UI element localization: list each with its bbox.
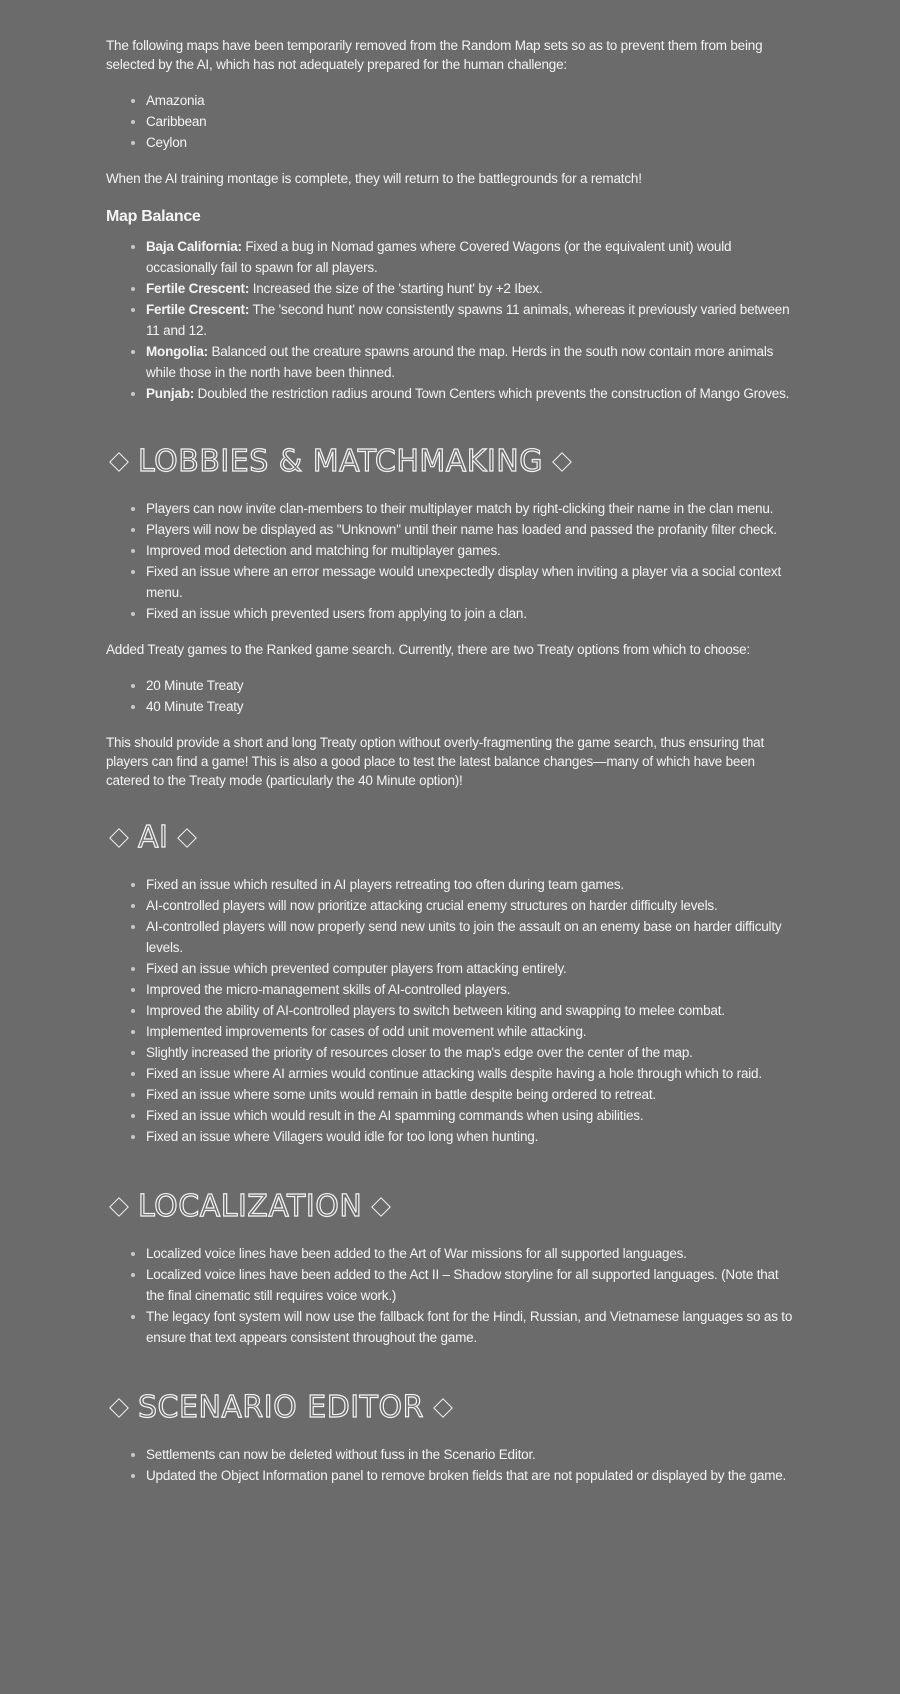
- list-item: • Slightly increased the priority of resources closer to the map's edge over the center of the map.: [146, 1042, 796, 1063]
- list-item: • Settlements can now be deleted without fuss in the Scenario Editor.: [146, 1444, 796, 1465]
- diamond-icon: [177, 828, 197, 848]
- treaty-options-list: [106, 675, 796, 717]
- section-title: LOCALIZATION: [138, 1189, 363, 1224]
- list-item: [146, 236, 796, 278]
- list-item: • Fixed an issue where some units would remain in battle despite being ordered to retreat.: [146, 1084, 796, 1105]
- diamond-icon: [109, 1398, 129, 1418]
- list-item: • Players will now be displayed as "Unknown" until their name has loaded and passed the profanity filter check.: [146, 519, 796, 540]
- list-item: • Fixed an issue where an error message would unexpectedly display when inviting a player via a social context menu.: [146, 561, 796, 603]
- ai-heading: [106, 820, 796, 856]
- list-item: • Fixed an issue which prevented users from applying to join a clan.: [146, 603, 796, 624]
- list-item: • Fixed an issue which prevented computer players from attacking entirely.: [146, 958, 796, 979]
- diamond-icon: [371, 1197, 391, 1217]
- list-item: • 20 Minute Treaty: [146, 675, 796, 696]
- map-name: Mongolia:: [146, 344, 208, 359]
- localization-heading: [106, 1189, 796, 1225]
- diamond-icon: [109, 1197, 129, 1217]
- map-balance-heading: Map Balance: [106, 208, 201, 225]
- section-title: SCENARIO EDITOR: [138, 1390, 424, 1425]
- map-name: Punjab:: [146, 386, 195, 401]
- list-item: • Fixed an issue where AI armies would continue attacking walls despite having a hole through which to raid.: [146, 1063, 796, 1084]
- list-item: • AI-controlled players will now properly send new units to join the assault on an enemy base on harder difficulty levels.: [146, 916, 796, 958]
- intro-outro-paragraph: When the AI training montage is complete, they will return to the battlegrounds for a rematch!: [106, 171, 642, 186]
- ai-list: [106, 874, 796, 1147]
- scenario-editor-heading: [106, 1390, 796, 1426]
- list-item: • Amazonia: [146, 90, 796, 111]
- diamond-icon: [109, 828, 129, 848]
- map-balance-list: [106, 236, 796, 404]
- list-item: • Fixed an issue which resulted in AI players retreating too often during team games.: [146, 874, 796, 895]
- list-item: • Caribbean: [146, 111, 796, 132]
- list-item: • Ceylon: [146, 132, 796, 153]
- section-title: AI: [138, 820, 169, 855]
- diamond-icon: [433, 1398, 453, 1418]
- lobbies-list: [106, 498, 796, 624]
- change-text: The 'second hunt' now consistently spawns 11 animals, whereas it previously varied between 11 and 12.: [146, 302, 790, 338]
- list-item: • Improved mod detection and matching for multiplayer games.: [146, 540, 796, 561]
- treaty-intro-paragraph: Added Treaty games to the Ranked game search. Currently, there are two Treaty options from which to choose:: [106, 642, 750, 657]
- list-item: [146, 383, 796, 404]
- change-text: Balanced out the creature spawns around the map. Herds in the south now contain more animals while those in the north have been thinned.: [146, 344, 774, 380]
- list-item: • Implemented improvements for cases of odd unit movement while attacking.: [146, 1021, 796, 1042]
- lobbies-matchmaking-heading: [106, 444, 796, 480]
- intro-paragraph: The following maps have been temporarily removed from the Random Map sets so as to prevent them from being selected by the AI, which has not adequately prepared for the human challenge:: [106, 38, 763, 72]
- list-item: • Fixed an issue where Villagers would idle for too long when hunting.: [146, 1126, 796, 1147]
- list-item: • Fixed an issue which would result in the AI spamming commands when using abilities.: [146, 1105, 796, 1126]
- map-name: Fertile Crescent:: [146, 302, 250, 317]
- list-item: • The legacy font system will now use the fallback font for the Hindi, Russian, and Vietnamese languages so as to ensure that text appears consistent throughout the game.: [146, 1306, 796, 1348]
- list-item: • Updated the Object Information panel to remove broken fields that are not populated or displayed by the game.: [146, 1465, 796, 1486]
- change-text: Increased the size of the 'starting hunt' by +2 Ibex.: [249, 281, 543, 296]
- list-item: [146, 278, 796, 299]
- list-item: [146, 299, 796, 341]
- scenario-editor-list: [106, 1444, 796, 1486]
- list-item: • Localized voice lines have been added to the Art of War missions for all supported languages.: [146, 1243, 796, 1264]
- list-item: • Improved the ability of AI-controlled players to switch between kiting and swapping to melee combat.: [146, 1000, 796, 1021]
- map-name: Fertile Crescent:: [146, 281, 250, 296]
- change-text: Doubled the restriction radius around Town Centers which prevents the construction of Mango Groves.: [194, 386, 790, 401]
- patch-notes-page: [106, 36, 796, 1502]
- diamond-icon: [552, 452, 572, 472]
- section-title: LOBBIES & MATCHMAKING: [138, 444, 543, 479]
- map-name: Baja California:: [146, 239, 242, 254]
- change-text: Fixed a bug in Nomad games where Covered Wagons (or the equivalent unit) would occasionally fail to spawn for all players.: [146, 239, 732, 275]
- localization-list: [106, 1243, 796, 1348]
- removed-maps-list: [106, 90, 796, 153]
- list-item: • Improved the micro-management skills of AI-controlled players.: [146, 979, 796, 1000]
- treaty-outro-paragraph: This should provide a short and long Treaty option without overly-fragmenting the game search, thus ensuring that players can find a game! This is also a good place to test the latest balance changes—many of which have been catered to the Treaty mode (particularly the 40 Minute option)!: [106, 735, 765, 788]
- list-item: • AI-controlled players will now prioritize attacking crucial enemy structures on harder difficulty levels.: [146, 895, 796, 916]
- list-item: [146, 341, 796, 383]
- list-item: • Localized voice lines have been added to the Act II – Shadow storyline for all supported languages. (Note that the final cinematic still requires voice work.): [146, 1264, 796, 1306]
- diamond-icon: [109, 452, 129, 472]
- list-item: • Players can now invite clan-members to their multiplayer match by right-clicking their name in the clan menu.: [146, 498, 796, 519]
- list-item: • 40 Minute Treaty: [146, 696, 796, 717]
